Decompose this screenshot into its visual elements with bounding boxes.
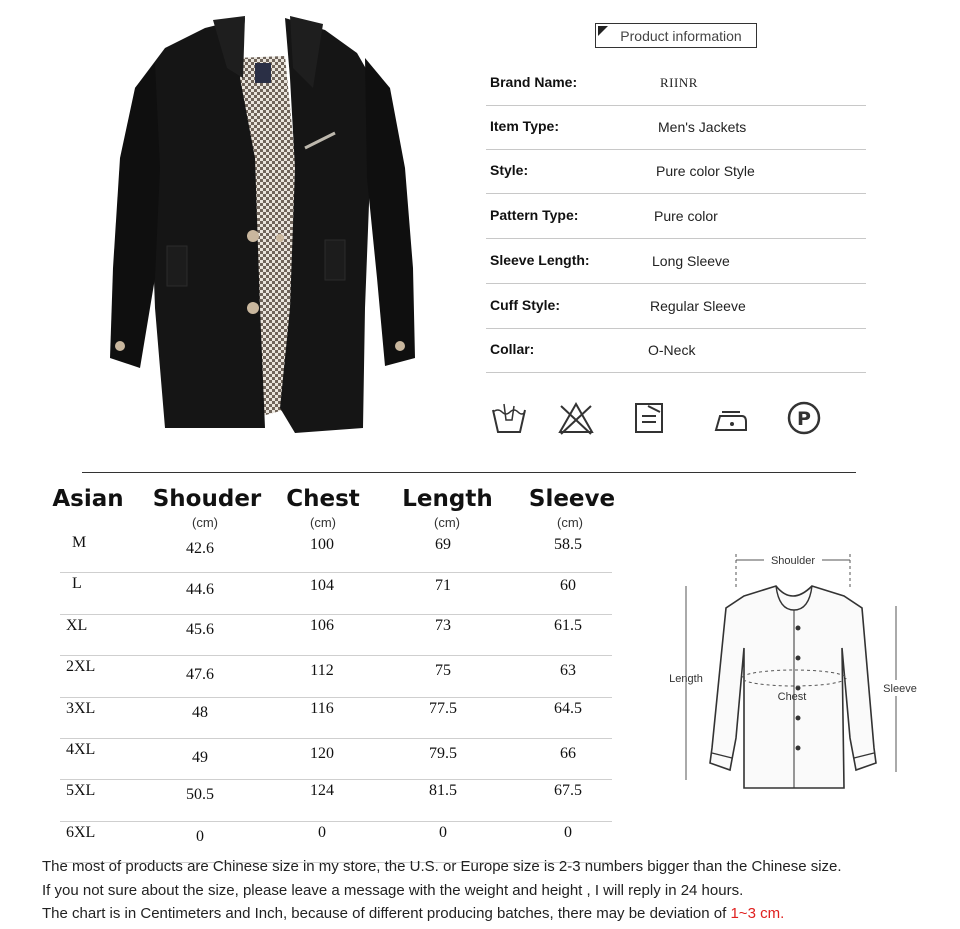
size-header-shoulder: Shouder — [152, 486, 262, 512]
diagram-length-label: Length — [669, 673, 703, 685]
size-value-cell: 63 — [560, 662, 576, 680]
size-label-cell: 4XL — [66, 741, 96, 758]
size-note-1: The most of products are Chinese size in my store, the U.S. or Europe size is 2-3 numbers bigger than the Chinese size. — [42, 858, 842, 875]
size-note-2: If you not sure about the size, please leave a message with the weight and height , I will reply in 24 hours. — [42, 882, 744, 899]
size-header-length: Length — [402, 486, 493, 512]
unit-label: (cm) — [434, 515, 460, 530]
size-header-chest: Chest — [286, 486, 360, 512]
size-value-cell: 106 — [310, 616, 334, 634]
diagram-sleeve-label: Sleeve — [883, 683, 917, 695]
info-row-brand — [486, 62, 866, 106]
size-row-3xl — [60, 698, 612, 739]
size-label-cell: M — [72, 534, 87, 551]
size-diagram — [664, 548, 924, 793]
size-value-cell: 71 — [435, 577, 451, 595]
size-row-l — [60, 573, 612, 614]
iron-low-icon — [712, 400, 750, 436]
size-row-xl — [60, 615, 612, 656]
size-value-cell: 48 — [192, 703, 208, 721]
size-row-5xl — [60, 780, 612, 821]
size-label-cell: 2XL — [66, 658, 96, 676]
size-value-cell: 42.6 — [186, 540, 214, 557]
deviation-highlight: 1~3 cm. — [730, 905, 785, 922]
info-row-pattern — [486, 195, 866, 239]
size-note-3-text: The chart is in Centimeters and Inch, because of different producing batches, there may be deviation of — [42, 905, 731, 922]
info-label: Sleeve Length: — [490, 252, 590, 268]
corner-triangle-icon — [598, 26, 608, 36]
info-label: Cuff Style: — [490, 297, 560, 313]
size-label-cell: L — [72, 575, 82, 593]
size-value-cell: 0 — [318, 823, 326, 841]
info-row-sleeve-length — [486, 240, 866, 284]
size-value-cell: 64.5 — [554, 699, 582, 717]
info-label: Pattern Type: — [490, 207, 579, 223]
size-value-cell: 116 — [310, 699, 334, 717]
size-label-cell: XL — [66, 616, 88, 634]
size-value-cell: 69 — [435, 536, 451, 553]
info-label: Style: — [490, 162, 529, 178]
size-value-cell: 49 — [192, 749, 208, 766]
size-value-cell: 81.5 — [429, 782, 457, 800]
size-value-cell: 0 — [439, 823, 447, 841]
hand-wash-icon — [490, 400, 528, 436]
info-value: O-Neck — [648, 342, 696, 358]
size-value-cell: 67.5 — [554, 782, 582, 800]
do-not-bleach-icon — [557, 400, 595, 436]
size-label-cell: 3XL — [66, 699, 96, 717]
size-row-m — [60, 532, 612, 573]
dry-flat-icon — [632, 400, 670, 436]
size-value-cell: 50.5 — [186, 786, 214, 804]
size-value-cell: 124 — [310, 782, 334, 800]
size-label-cell: 5XL — [66, 782, 96, 800]
info-row-cuff-style — [486, 285, 866, 329]
product-info-title: Product information — [620, 27, 742, 44]
info-label: Item Type: — [490, 118, 559, 134]
size-row-6xl — [60, 822, 612, 863]
size-value-cell: 104 — [310, 577, 334, 595]
size-value-cell: 0 — [564, 823, 572, 841]
section-divider — [82, 472, 856, 473]
size-value-cell: 61.5 — [554, 616, 582, 634]
size-header-sleeve: Sleeve — [528, 486, 616, 512]
info-value: Long Sleeve — [652, 253, 730, 269]
info-value: Men's Jackets — [658, 119, 747, 135]
size-value-cell: 44.6 — [186, 581, 214, 599]
info-row-style — [486, 150, 866, 194]
size-value-cell: 58.5 — [554, 536, 582, 553]
size-value-cell: 66 — [560, 745, 576, 762]
size-note-3 — [42, 905, 784, 922]
coat-product-image — [95, 8, 425, 438]
diagram-shoulder-label: Shoulder — [770, 555, 816, 567]
size-value-cell: 0 — [196, 827, 204, 845]
size-row-4xl — [60, 739, 612, 780]
dry-clean-p-icon — [786, 400, 824, 436]
info-label: Collar: — [490, 341, 535, 357]
info-row-collar — [486, 329, 866, 373]
info-value: Pure color — [654, 208, 718, 224]
size-value-cell: 73 — [435, 616, 451, 634]
diagram-chest-label: Chest — [777, 691, 807, 703]
size-label-cell: 6XL — [66, 823, 96, 841]
info-row-item-type — [486, 106, 866, 150]
size-value-cell: 77.5 — [429, 699, 457, 717]
size-value-cell: 75 — [435, 662, 451, 680]
info-label: Brand Name: — [490, 74, 578, 90]
size-value-cell: 112 — [310, 662, 334, 680]
unit-label: (cm) — [310, 515, 336, 530]
svg-text:P: P — [797, 408, 811, 430]
product-info-header — [595, 23, 757, 48]
size-value-cell: 120 — [310, 745, 334, 762]
unit-label: (cm) — [557, 515, 583, 530]
size-header-asian: Asian — [52, 486, 124, 512]
size-value-cell: 47.6 — [186, 666, 214, 684]
size-value-cell: 60 — [560, 577, 576, 595]
size-value-cell: 100 — [310, 536, 334, 553]
size-value-cell: 45.6 — [186, 620, 214, 638]
info-value: Pure color Style — [656, 163, 755, 179]
unit-label: (cm) — [192, 515, 218, 530]
size-value-cell: 79.5 — [429, 745, 457, 762]
info-value: RIINR — [660, 75, 698, 90]
info-value: Regular Sleeve — [650, 298, 746, 314]
size-row-2xl — [60, 656, 612, 697]
